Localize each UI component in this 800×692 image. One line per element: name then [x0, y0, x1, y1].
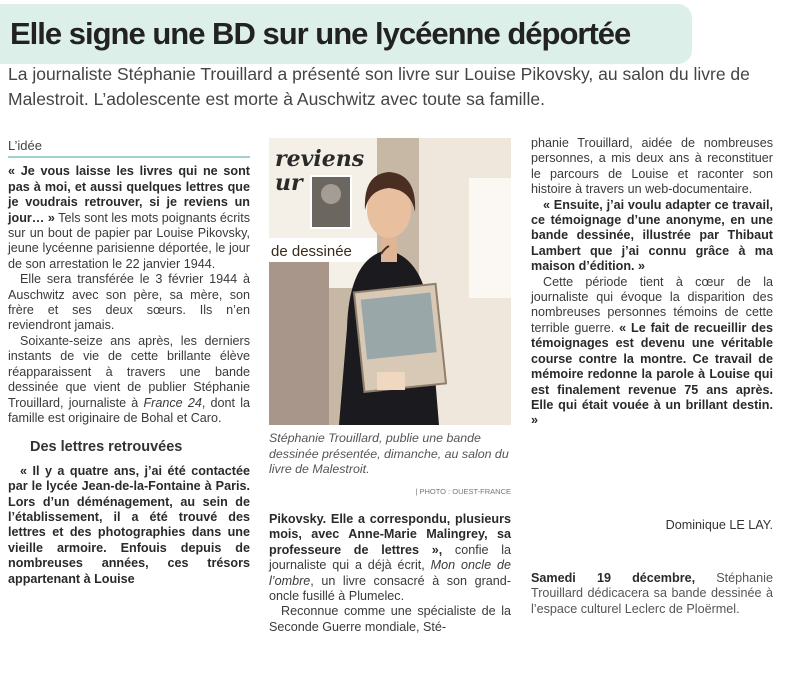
- book-title: Mon oncle de l’ombre: [269, 558, 511, 588]
- rubric: L’idée: [8, 138, 250, 158]
- paragraph: phanie Trouillard, aidée de nombreuses personnes, a mis deux ans à reconstituer le parcours de Louise et raconter son histoire à travers un web-documentaire.: [531, 136, 773, 197]
- photo-credit: | PHOTO : OUEST-FRANCE: [415, 487, 511, 496]
- column-3: [531, 136, 773, 429]
- photo-illustration: [269, 138, 511, 425]
- paragraph-text: Cette période tient à cœur de la journaliste qui évoque la disparition des nombreuses personnes témoins de cette terrible guerre.: [531, 274, 773, 335]
- paragraph: Elle sera transférée le 3 février 1944 à Auschwitz avec son père, sa mère, son frère et ses deux sœurs. Ils n’en reviendront jamais.: [8, 272, 250, 333]
- paragraph-text: , un livre consacré à son grand-oncle fusillé à Plumelec.: [269, 573, 511, 604]
- paragraph: [531, 275, 773, 429]
- headline: Elle signe une BD sur une lycéenne déportée: [10, 16, 631, 51]
- paragraph-text: Tels sont les mots poignants écrits sur un bout de papier par Louise Pikovsky, jeune lycéenne parisienne déportée, le jour de son arrestation le 22 janvier 1944.: [8, 210, 250, 271]
- banner-text: ur: [275, 170, 303, 196]
- author-signature: Dominique LE LAY.: [665, 518, 773, 532]
- paragraph: [269, 512, 511, 604]
- paragraph-quote: « Ensuite, j’ai voulu adapter ce travail, ce témoignage d’une anonyme, en une bande dessinée, illustrée par Thibaut Lambert que j’ai connu grâce à ma maison d’édition. »: [531, 197, 773, 274]
- column-1: [8, 138, 250, 587]
- paragraph-quote: « Il y a quatre ans, j’ai été contactée par le lycée Jean-de-la-Fontaine à Paris. Lors d’un déménagement, au sein de l’établissement, il a été trouvé des lettres et des photographies dans une vieille armoire. Enfouis depuis de nombreuses années, ces trésors appartenant à Louise: [8, 463, 250, 586]
- paragraph: [8, 164, 250, 272]
- paragraph: [8, 334, 250, 426]
- column-2: [269, 512, 511, 635]
- banner-text: reviens: [275, 146, 365, 172]
- event-text: Stéphanie Trouillard dédicacera sa bande dessinée à l’espace culturel Leclerc de Ploërmel.: [531, 571, 773, 616]
- event-date: Samedi 19 décembre,: [531, 571, 696, 585]
- paragraph-text: , dont la famille est originaire de Bohal et Caro.: [8, 395, 251, 425]
- event-notice: [531, 571, 773, 617]
- bold-quote: Pikovsky. Elle a correspondu, plusieurs mois, avec Anne-Marie Malingrey, sa professeure de lettres »,: [269, 512, 511, 557]
- standfirst: La journaliste Stéphanie Trouillard a présenté son livre sur Louise Pikovsky, au salon du livre de Malestroit. L’adolescente est morte à Auschwitz avec toute sa famille.: [8, 64, 750, 109]
- italic-text: France 24: [143, 395, 202, 410]
- paragraph-text: Soixante-seize ans après, les derniers instants de vie de cette brillante élève réapparaissent à travers une bande dessinée que vient de publier Stéphanie Trouillard, journaliste à: [8, 333, 250, 410]
- banner-text: de dessinée: [271, 243, 352, 260]
- article-photo: [269, 138, 511, 425]
- paragraph: Reconnue comme une spécialiste de la Seconde Guerre mondiale, Sté-: [269, 604, 511, 634]
- photo-caption: Stéphanie Trouillard, publie une bande dessinée présentée, dimanche, au salon du livre de Malestroit.: [269, 431, 509, 476]
- bold-quote: « Le fait de recueillir des témoignages est devenu une véritable course contre la montre. Ce travail de mémoire redonne la parole à Louise qui est finalement revenue 75 ans après. Elle qui était vouée à un brillant destin. »: [531, 320, 773, 428]
- paragraph-text: confie la journaliste qui a déjà écrit,: [269, 542, 512, 573]
- opening-quote: « Je vous laisse les livres qui ne sont pas à moi, et aussi quelques lettres que je voudrais retrouver, si je reviens un jour… »: [8, 164, 250, 225]
- subheading: Des lettres retrouvées: [30, 439, 183, 456]
